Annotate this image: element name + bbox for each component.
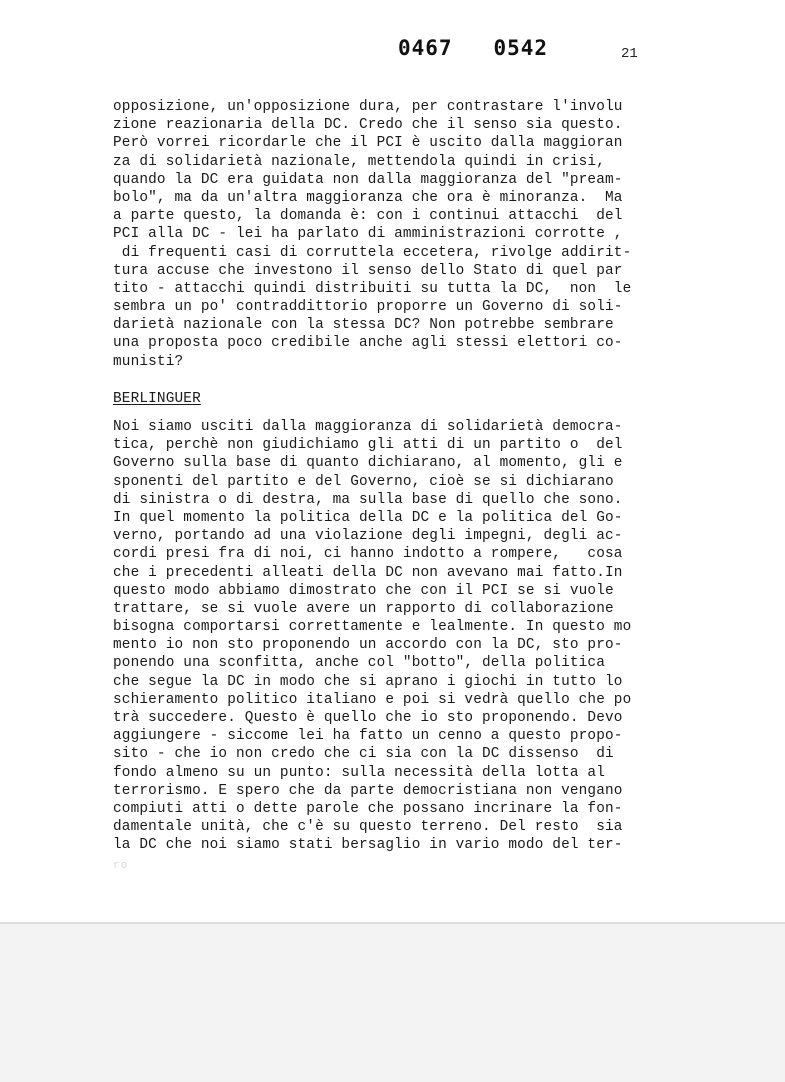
answer-paragraph: [113, 418, 683, 855]
text-line: tito - attacchi quindi distribuiti su tutta la DC, non le: [113, 280, 632, 297]
scan-margin: [0, 922, 785, 1082]
text-line: bisogna comportarsi correttamente e lealmente. In questo mo: [113, 619, 632, 636]
text-line: cordi presi fra di noi, ci hanno indotto a rompere, cosa: [113, 546, 623, 563]
text-line: sito - che io non credo che ci sia con la DC dissenso di: [113, 746, 614, 763]
text-line: sponenti del partito e del Governo, cioè se si dichiarano: [113, 473, 614, 490]
question-paragraph: [113, 98, 683, 371]
text-line: trà succedere. Questo è quello che io sto proponendo. Devo: [113, 710, 623, 726]
text-line: ponendo una sconfitta, anche col "botto", della politica: [113, 655, 606, 672]
text-line: Governo sulla base di quanto dichiarano, al momento, gli e: [113, 455, 623, 472]
text-line: trattare, se si vuole avere un rapporto di collaborazione: [113, 600, 614, 617]
text-line: quando la DC era guidata non dalla maggioranza del "pream-: [113, 171, 623, 188]
text-line: bolo", ma da un'altra maggioranza che ora è minoranza. Ma: [113, 189, 623, 206]
text-line: terrorismo. E spero che da parte democristiana non vengano: [113, 782, 623, 799]
text-line: munisti?: [113, 353, 184, 370]
text-line: questo modo abbiamo dimostrato che con il PCI se si vuole: [113, 582, 614, 599]
text-line: sembra un po' contraddittorio proporre un Governo di soli-: [113, 299, 623, 316]
text-line: tura accuse che investono il senso dello Stato di quel par: [113, 262, 623, 279]
page-number: 21: [621, 46, 638, 62]
text-line: di frequenti casi di corruttela eccetera, rivolge addirit-: [113, 244, 632, 261]
text-line: darietà nazionale con la stessa DC? Non potrebbe sembrare: [113, 317, 614, 334]
text-line: mento io non sto proponendo un accordo con la DC, sto pro-: [113, 637, 623, 654]
text-line: fondo almeno su un punto: sulla necessità della lotta al: [113, 764, 606, 781]
speaker-label: BERLINGUER: [113, 391, 201, 407]
text-line: tica, perchè non giudichiamo gli atti di un partito o del: [113, 437, 623, 454]
text-line: Noi siamo usciti dalla maggioranza di solidarietà democra-: [113, 419, 623, 435]
text-line: che i precedenti alleati della DC non avevano mai fatto.In: [113, 564, 623, 581]
text-line: Però vorrei ricordarle che il PCI è uscito dalla maggioran: [113, 135, 623, 152]
text-line: che segue la DC in modo che si aprano i giochi in tutto lo: [113, 673, 623, 690]
text-line: la DC che noi siamo stati bersaglio in vario modo del ter-: [113, 837, 623, 854]
text-line: a parte questo, la domanda è: con i continui attacchi del: [113, 208, 623, 225]
text-line: di sinistra o di destra, ma sulla base di quello che sono.: [113, 491, 623, 508]
faint-continuation-text: ro: [113, 860, 129, 872]
text-line: zione reazionaria della DC. Credo che il senso sia questo.: [113, 117, 623, 134]
archive-stamp: 0467 0542: [398, 36, 549, 60]
text-line: verno, portando ad una violazione degli impegni, degli ac-: [113, 528, 623, 545]
text-line: za di solidarietà nazionale, mettendola quindi in crisi,: [113, 153, 606, 170]
text-line: compiuti atti o dette parole che possano incrinare la fon-: [113, 800, 623, 817]
text-line: aggiungere - siccome lei ha fatto un cenno a questo propo-: [113, 728, 623, 745]
text-line: una proposta poco credibile anche agli stessi elettori co-: [113, 335, 623, 352]
text-line: In quel momento la politica della DC e la politica del Go-: [113, 509, 623, 526]
text-line: damentale unità, che c'è su questo terreno. Del resto sia: [113, 819, 623, 836]
text-line: opposizione, un'opposizione dura, per contrastare l'involu: [113, 99, 623, 115]
text-line: schieramento politico italiano e poi si vedrà quello che po: [113, 691, 632, 708]
text-line: PCI alla DC - lei ha parlato di amministrazioni corrotte ,: [113, 226, 623, 243]
